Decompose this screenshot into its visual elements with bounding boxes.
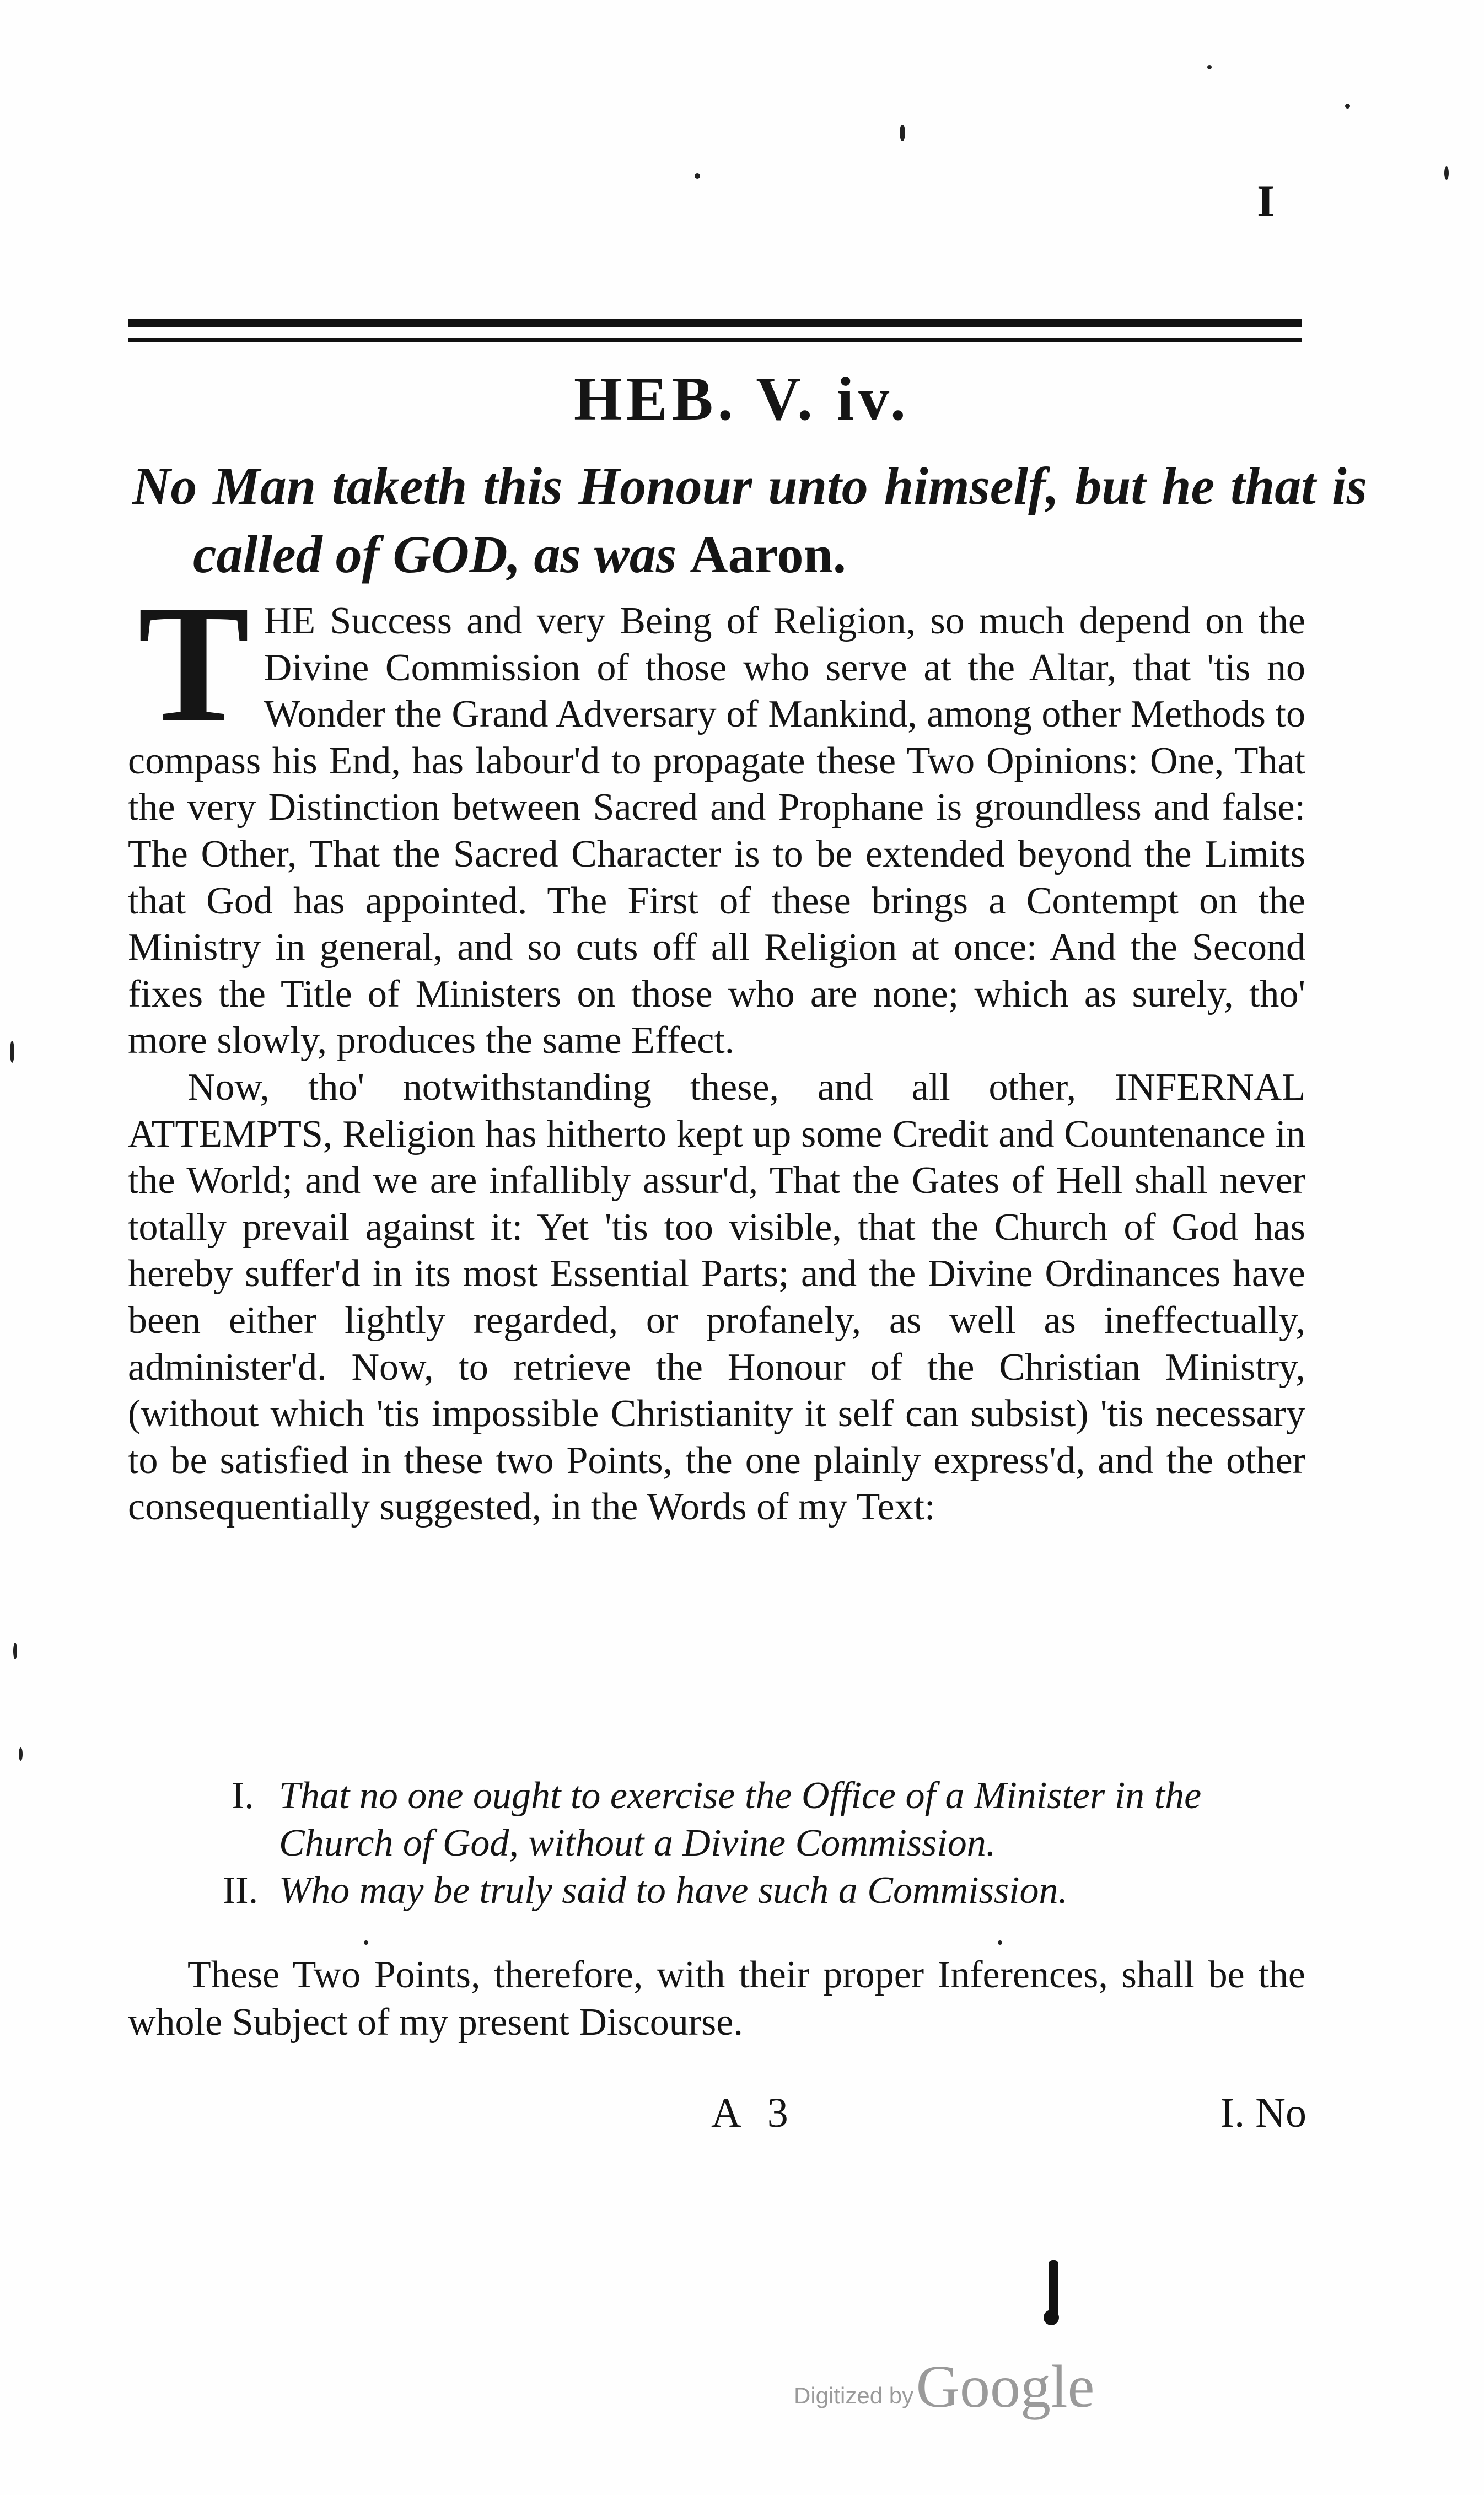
point-numeral: I. xyxy=(232,1775,254,1817)
ink-speck xyxy=(900,125,905,141)
ink-speck xyxy=(1207,65,1212,69)
ink-speck xyxy=(1444,166,1449,180)
ink-speck xyxy=(13,1643,17,1659)
printer-signature-mark: A 3 xyxy=(711,2090,797,2136)
page-number: I xyxy=(1257,176,1275,226)
catchword: I. No xyxy=(1220,2090,1306,2136)
ink-speck xyxy=(19,1747,23,1761)
ink-speck xyxy=(695,173,700,179)
ink-speck xyxy=(998,1940,1002,1945)
drop-cap: T xyxy=(138,571,250,756)
point-numeral: II. xyxy=(223,1869,259,1912)
ink-speck xyxy=(10,1041,14,1063)
digitized-by-google-watermark xyxy=(794,2352,1094,2422)
body-paragraph-2: Now, tho' notwithstanding these, and all other, INFERNAL ATTEMPTS, Religion has hitherto kept up some Credit and Countenance in the World; and we are infallibly assur'd, That the Gates of Hell shall never totally prevail against it: Yet 'tis too visible, that the Church of God has hereby suffer'd in its most Essential Parts; and the Divine Ordinances have been either lightly regarded, or profanely, as well as ineffectually, administer'd. Now, to retrieve the Honour of the Christian Ministry, (without which 'tis impossible Christianity it self can subsist) 'tis necessary to be satisfied in these two Points, the one plainly express'd, and the other consequentially suggested, in the Words of my Text: xyxy=(128,1066,1305,1529)
scripture-reference-heading: HEB. V. iv. xyxy=(574,365,910,433)
scripture-epigraph xyxy=(132,452,1367,589)
point-text: That no one ought to exercise the Office of a Minister in the Church of God, without a Divine Commission. xyxy=(279,1775,1202,1864)
watermark-prefix: Digitized by xyxy=(794,2383,914,2408)
google-logo: Google xyxy=(916,2353,1095,2420)
paragraph-1-text: HE Success and very Being of Religion, so much depend on the Divine Commission of those who serve at the Altar, that 'tis no Wonder the Grand Adversary of Mankind, among other Methods to compass his End, has labour'd to propagate these Two Opinions: One, That the very Distinction between Sacred and Prophane is groundless and false: The Other, That the Sacred Character is to be extended beyond the Limits that God has appointed. The First of these brings a Contempt on the Ministry in general, and so cuts off all Religion at once: And the Second fixes the Title of Ministers on those who are none; which as surely, tho' more slowly, produces the same Effect. xyxy=(128,600,1305,1062)
body-text xyxy=(128,571,1305,1531)
epigraph-italic-text: No Man taketh this Honour unto himself, but he that is called of GOD, as was xyxy=(132,456,1367,584)
epigraph-roman-text: Aaron. xyxy=(690,525,846,584)
point-text: Who may be truly said to have such a Commission. xyxy=(279,1869,1068,1912)
ink-mark-dot xyxy=(1044,2310,1059,2325)
numbered-points xyxy=(223,1772,1306,1915)
ink-speck xyxy=(1345,104,1350,109)
header-rule-thick xyxy=(128,319,1302,327)
point-item xyxy=(232,1772,1306,1867)
body-paragraph-1 xyxy=(128,571,1305,1064)
ink-speck xyxy=(364,1940,368,1945)
point-item xyxy=(223,1867,1306,1915)
header-rule-thin xyxy=(128,338,1302,342)
closing-paragraph: These Two Points, therefore, with their proper Inferences, shall be the whole Subject of my present Discourse. xyxy=(128,1954,1305,2044)
